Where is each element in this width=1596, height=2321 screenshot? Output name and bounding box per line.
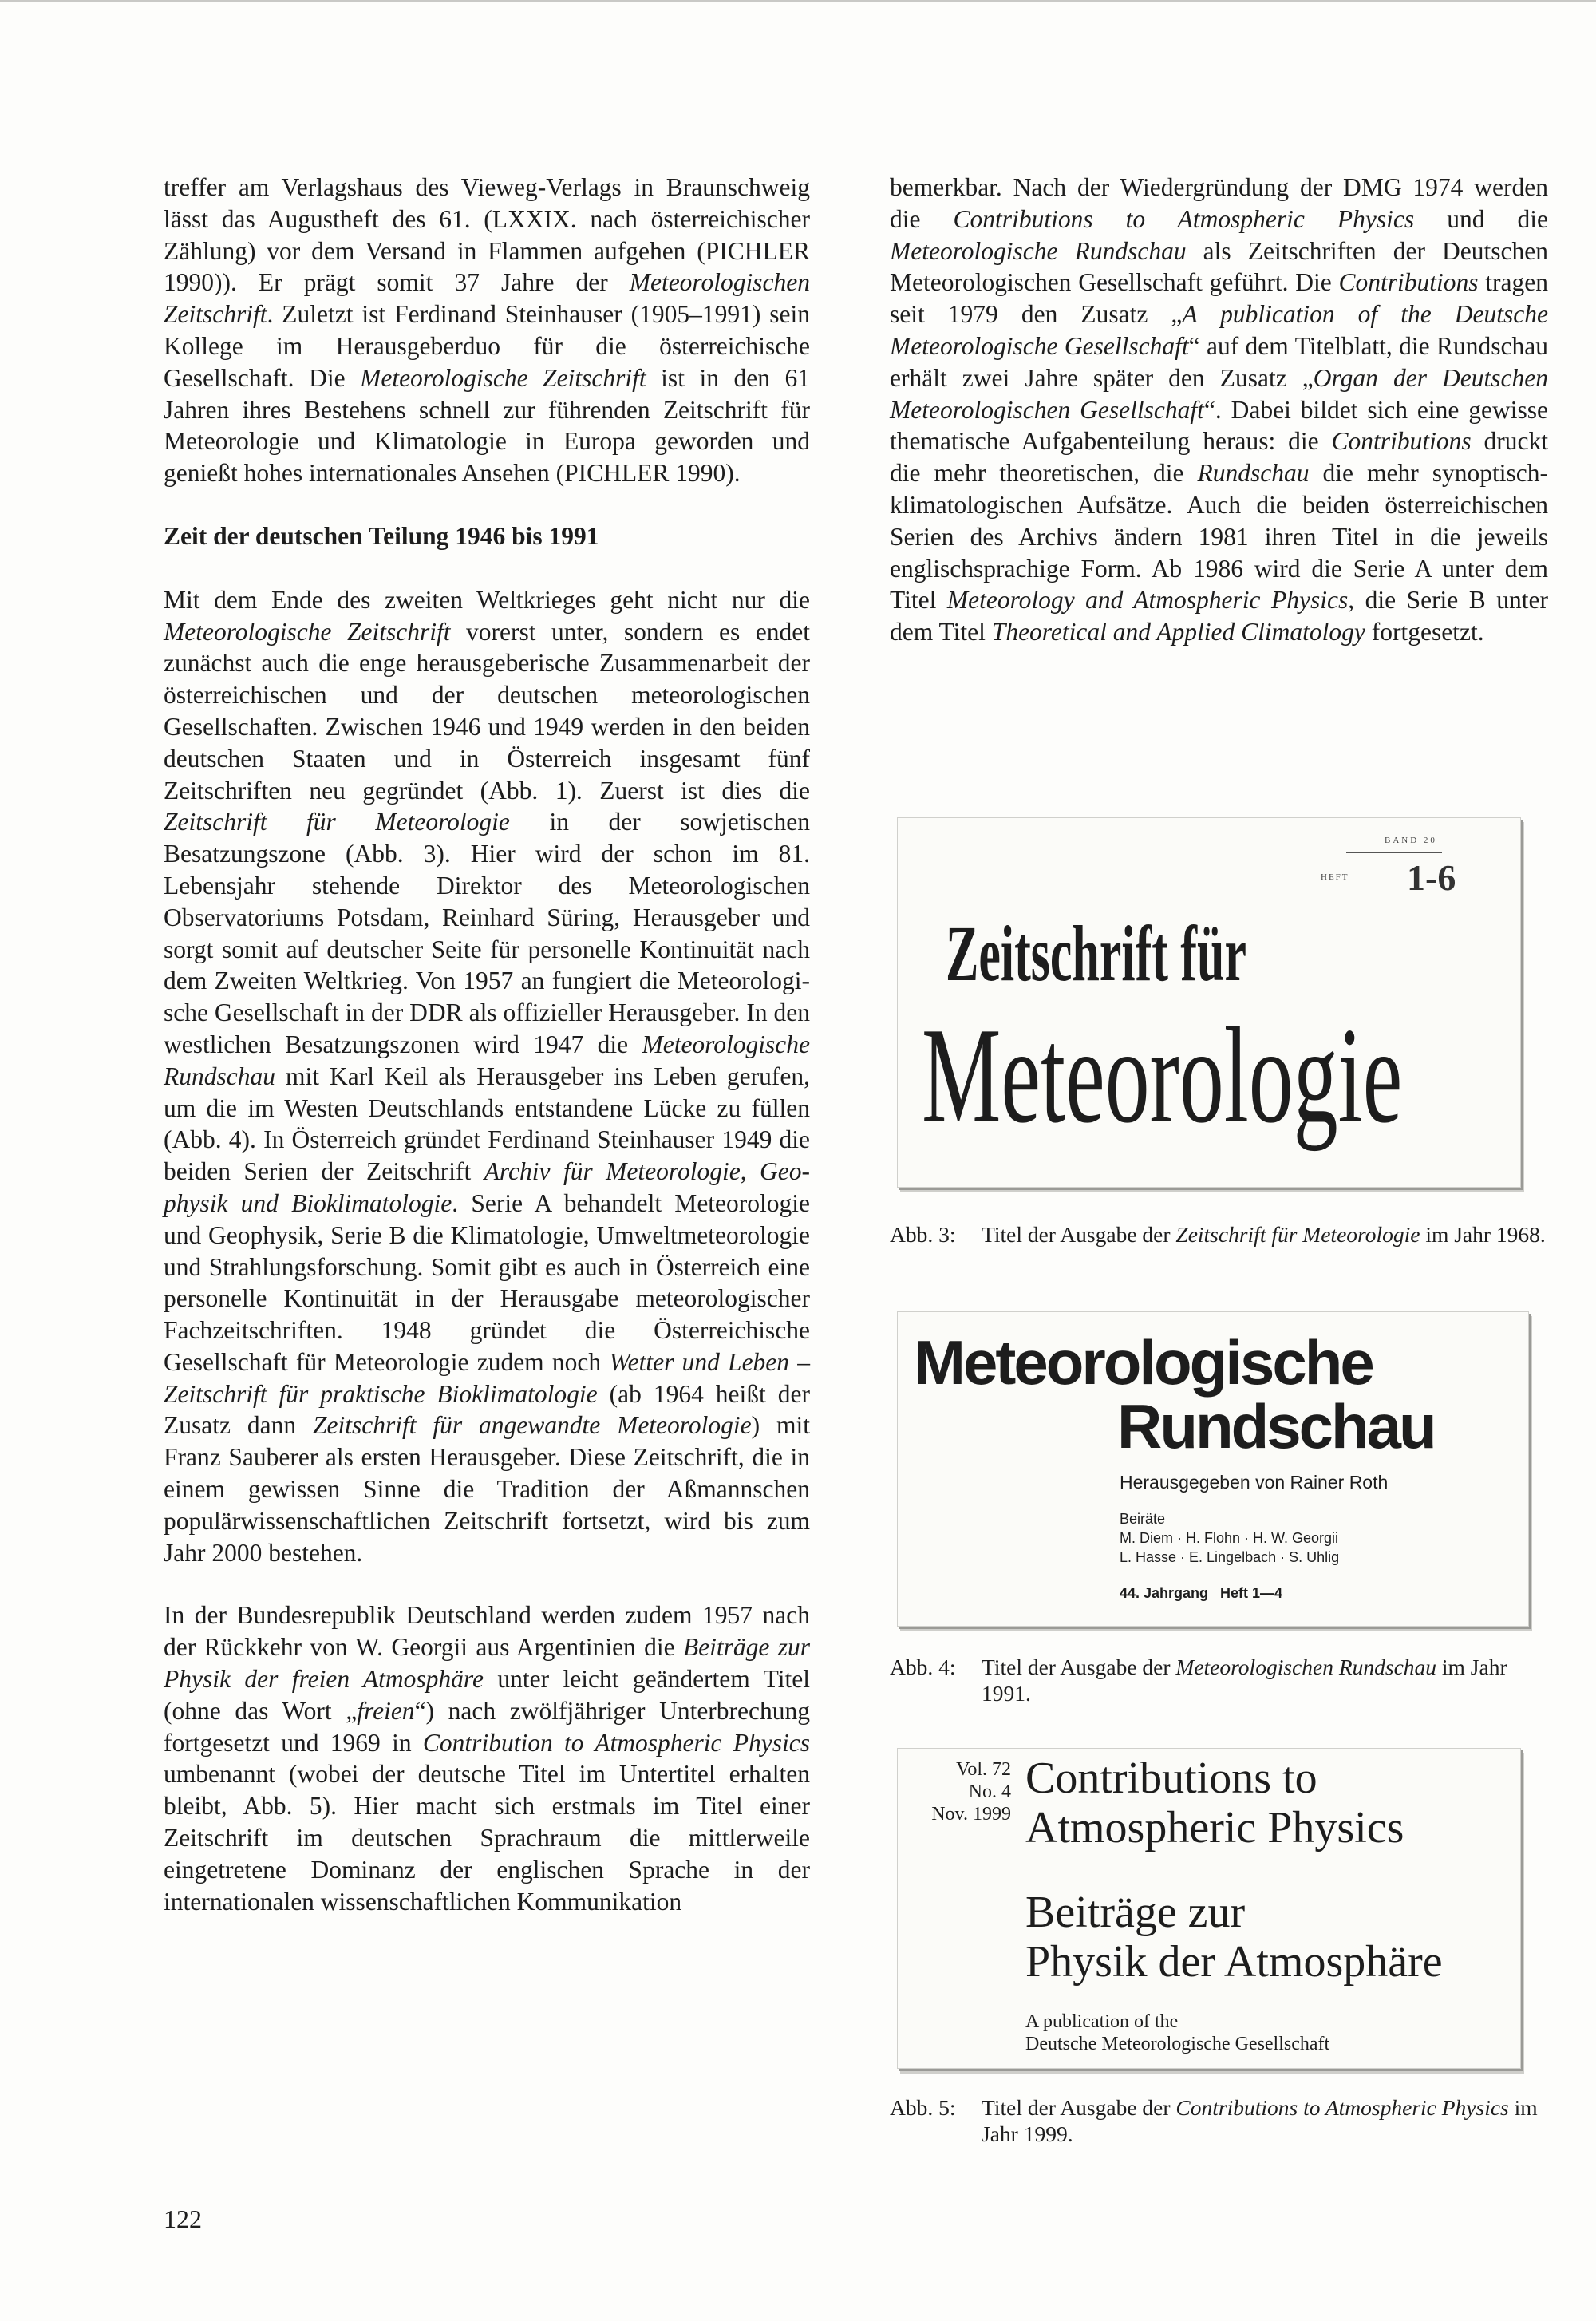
cover-title-line2: Rundschau <box>1117 1391 1435 1461</box>
cover-date: Nov. 1999 <box>931 1804 1011 1825</box>
paragraph <box>164 584 810 1569</box>
text-run: als Zeitschriften der Deutschen Meteorologischen Gesellschaft geführt. Die <box>890 236 1548 297</box>
caption-text <box>982 1654 1548 1706</box>
page-number: 122 <box>164 2204 202 2233</box>
italic-run: Zeitschrift für Meteorologie <box>164 808 510 836</box>
caption-text <box>982 2094 1548 2147</box>
caption-text <box>982 1221 1548 1247</box>
figure-caption <box>890 2094 1548 2147</box>
italic-run: Contributions to Atmospheric Physics <box>953 204 1415 233</box>
cover-heft-label: HEFT <box>1321 872 1349 882</box>
text-run: “. Dabei bildet sich eine gewisse thematische Aufgabenteilung heraus: die <box>890 395 1549 456</box>
cover-title-en <box>1025 1754 1404 1852</box>
italic-run: Meteorology and Atmospheric Physics <box>946 586 1349 615</box>
text-run: (ab 1964 heißt der Zusatz dann <box>164 1379 810 1440</box>
paragraph <box>164 1599 810 1917</box>
cover-title-de <box>1025 1888 1443 1987</box>
board-line: L. Hasse · E. Lingelbach · S. Uhlig <box>1120 1549 1340 1565</box>
figure-caption <box>890 1221 1548 1247</box>
italic-run: Meteorologische Rundschau <box>164 1030 810 1090</box>
figure-contributions-cover <box>897 1748 1521 2069</box>
text-run: tragen seit 1979 den Zusatz „ <box>890 268 1548 329</box>
text-run: ist in den 61 Jahren ihres Bestehens schnell zur führenden Zeitschrift für Meteorologie und Klimatologie in Europa geworden und genießt hohes internationales Ansehen (PICHLER 1990). <box>164 363 810 488</box>
text-run: fortgesetzt. <box>1365 618 1484 646</box>
cover-editor: Herausgegeben von Rainer Roth <box>1120 1472 1389 1493</box>
italic-run: Meteorologischen Rundschau <box>1175 1655 1437 1679</box>
cover-issue-meta <box>915 1758 1011 1825</box>
text-run: . Zuletzt ist Ferdinand Steinhauser (1905–1991) sein Kollege im Herausgeberduo für die österreichische Gesellschaft. Die <box>164 300 810 392</box>
cover-no: No. 4 <box>968 1781 1011 1802</box>
italic-run: Contribution to Atmospheric Physics <box>422 1728 810 1757</box>
text-run: In der Bundesrepublik Deutschland werden zudem 1957 nach der Rückkehr von W. Georgii aus Argentinien die <box>164 1601 810 1662</box>
text-run: umbenannt (wobei der deutsche Titel im Untertitel erhalten bleibt, Abb. 5). Hier macht sich erstmals im Titel einer Zeitschrift im deutschen Sprachraum die mittlerweile eingetretene Dominanz der englischen Sprache in der internationalen wissenschaftlichen Kommunikation <box>164 1760 810 1916</box>
italic-run: Theoretical and Applied Climatology <box>991 618 1365 646</box>
text-run: “) nach zwölfjähriger Unterbrechung fortgesetzt und 1969 in <box>164 1696 810 1757</box>
cover-rule <box>1346 852 1442 853</box>
text-run: im Jahr 1991. <box>982 1655 1507 1706</box>
text-run: Mit dem Ende des zweiten Weltkrieges geht nicht nur die <box>164 585 810 614</box>
section-heading: Zeit der deutschen Teilung 1946 bis 1991 <box>164 521 599 550</box>
cover-publisher <box>1025 2011 1329 2055</box>
italic-run: Zeitschrift für angewandte Meteorologie <box>312 1411 752 1440</box>
paragraph <box>890 172 1548 648</box>
text-run: und die <box>1414 204 1548 233</box>
italic-run: Rundschau <box>1197 459 1310 488</box>
italic-run: Meteorologische Zeitschrift <box>360 363 646 392</box>
italic-run: A publication of the Deutsche Meteorologische Gesellschaft <box>890 300 1548 360</box>
italic-run: Contributions <box>1331 427 1472 456</box>
caption-label: Abb. 5: <box>890 2095 956 2120</box>
text-run: druckt die mehr theoretischen, die <box>890 427 1548 488</box>
cover-title-line2: Meteorologie <box>922 1000 1403 1152</box>
text-run: “ auf dem Titelblatt, die Rundschau erhält zwei Jahre später den Zusatz „ <box>890 331 1549 392</box>
italic-run: Wetter und Leben – Zeitschrift für praktische Bioklimatologie <box>164 1347 810 1408</box>
page-top-rule <box>0 0 1596 2</box>
italic-run: Archiv für Meteorologie, Geophysik und Bioklimatologie <box>164 1157 810 1217</box>
cover-vol: Vol. 72 <box>956 1759 1011 1780</box>
text-run: im Jahr 1999. <box>982 2095 1538 2146</box>
title-line: Contributions to <box>1025 1754 1317 1803</box>
publisher-line: A publication of the <box>1025 2011 1179 2032</box>
text-run: ) mit Franz Sauberer als ersten Herausgeber. Diese Zeitschrift, die in einem gewissen Sinne die Tradition der Aßmannschen populärwissenschaftlichen Zeitschrift fortsetzt, wird bis zum Jahr 2000 bestehen. <box>164 1411 810 1567</box>
italic-run: freien <box>357 1696 415 1725</box>
paragraph <box>164 172 810 489</box>
caption-label: Abb. 4: <box>890 1655 956 1679</box>
text-run: . Serie A behandelt Meteorologie und Geophysik, Serie B die Klimatologie, Umweltmeteorologie und Strahlungsforschung. Somit gibt es auch in Österreich eine personelle Kontinuität in der Herausgabe meteorologischer Fachzeitschriften. 1948 gründet die Österreichische Gesellschaft für Meteorologie zudem noch <box>164 1188 811 1376</box>
italic-run: Organ der Deutschen Meteorologischen Gesellschaft <box>890 363 1548 424</box>
text-run: mit Karl Keil als Herausgeber ins Leben gerufen, um die im Westen Deutschlands entstandene Lücke zu füllen (Abb. 4). In Österreich gründet Ferdinand Steinhauser 1949 die beiden Serien der Zeitschrift <box>164 1062 810 1186</box>
text-run: , die Serie B unter dem Titel <box>890 586 1548 646</box>
cover-board <box>1120 1509 1339 1567</box>
italic-run: Zeitschrift für Meteorologie <box>1175 1222 1420 1247</box>
italic-run: Beiträge zur Physik der freien Atmosphäre <box>164 1633 810 1694</box>
title-line: Beiträge zur <box>1025 1888 1246 1937</box>
figure-zeitschrift-cover <box>897 817 1521 1188</box>
figure-caption <box>890 1654 1548 1706</box>
text-run: Titel der Ausgabe der <box>982 2095 1176 2120</box>
text-run: unter leicht geändertem Titel (ohne das Wort „ <box>164 1665 810 1725</box>
text-run: in der sowjetischen Besatzungszone (Abb. 3). Hier wird der schon im 81. Lebensjahr stehende Direktor des Meteorologischen Observatoriums Potsdam, Reinhard Süring, Herausgeber und sorgt somit auf deutscher Seite für personelle Kontinuität nach dem Zweiten Weltkrieg. Von 1957 an fungiert die Meteorologische Gesellschaft in der DDR als offizieller Herausgeber. In den westlichen Besatzungszonen wird 1947 die <box>164 808 811 1058</box>
cover-volume: 44. Jahrgang Heft 1—4 <box>1120 1585 1283 1601</box>
publisher-line: Deutsche Meteorologische Gesellschaft <box>1025 2034 1330 2054</box>
board-line: M. Diem · H. Flohn · H. W. Georgii <box>1120 1530 1339 1546</box>
italic-run: Meteorologischen Zeitschrift <box>164 268 810 329</box>
text-run: Titel der Ausgabe der <box>982 1222 1176 1247</box>
text-run: vorerst unter, sondern es endet zunächst auch die enge herausgeberische Zusammenarbeit der österreichischen und der deutschen meteorologischen Gesellschaften. Zwischen 1946 und 1949 werden in den beiden deutschen Staaten und in Österreich insgesamt fünf Zeitschriften neu gegründet (Abb. 1). Zuerst ist dies die <box>164 617 810 805</box>
italic-run: Meteorologische Rundschau <box>890 236 1187 265</box>
left-column <box>164 172 810 1948</box>
right-column <box>890 172 1548 679</box>
text-run: bemerkbar. Nach der Wiedergründung der DMG 1974 werden die <box>890 173 1548 233</box>
italic-run: Contributions to Atmospheric Physics <box>1175 2095 1509 2120</box>
cover-title-line1: Zeitschrift für <box>946 909 1247 998</box>
cover-band-label: BAND 20 <box>1385 836 1437 845</box>
title-line: Atmospheric Physics <box>1025 1803 1404 1852</box>
text-run: treffer am Verlagshaus des Vieweg-Verlags in Braunschweig lässt das Augustheft des 61. (LXXIX. nach österreichischer Zählung) vor dem Versand in Flammen aufgehen (PICHLER 1990)). Er prägt somit 37 Jahre der <box>164 173 810 297</box>
title-line: Physik der Atmosphäre <box>1025 1937 1443 1987</box>
board-label: Beiräte <box>1120 1511 1166 1527</box>
figure-rundschau-cover <box>897 1311 1529 1627</box>
text-run: die mehr synoptisch-klimatologischen Aufsätze. Auch die beiden österreichischen Serien des Archivs ändern 1981 ihren Titel in die jeweils englischsprachige Form. Ab 1986 wird die Serie A unter dem Titel <box>890 459 1548 615</box>
caption-label: Abb. 3: <box>890 1222 956 1247</box>
italic-run: Contributions <box>1338 268 1479 297</box>
cover-issue-number: 1-6 <box>1407 857 1456 898</box>
text-run: im Jahr 1968. <box>1420 1222 1546 1247</box>
italic-run: Meteorologische Zeitschrift <box>164 617 451 646</box>
cover-title-line1: Meteorologische <box>914 1327 1373 1398</box>
text-run: Titel der Ausgabe der <box>982 1655 1176 1679</box>
